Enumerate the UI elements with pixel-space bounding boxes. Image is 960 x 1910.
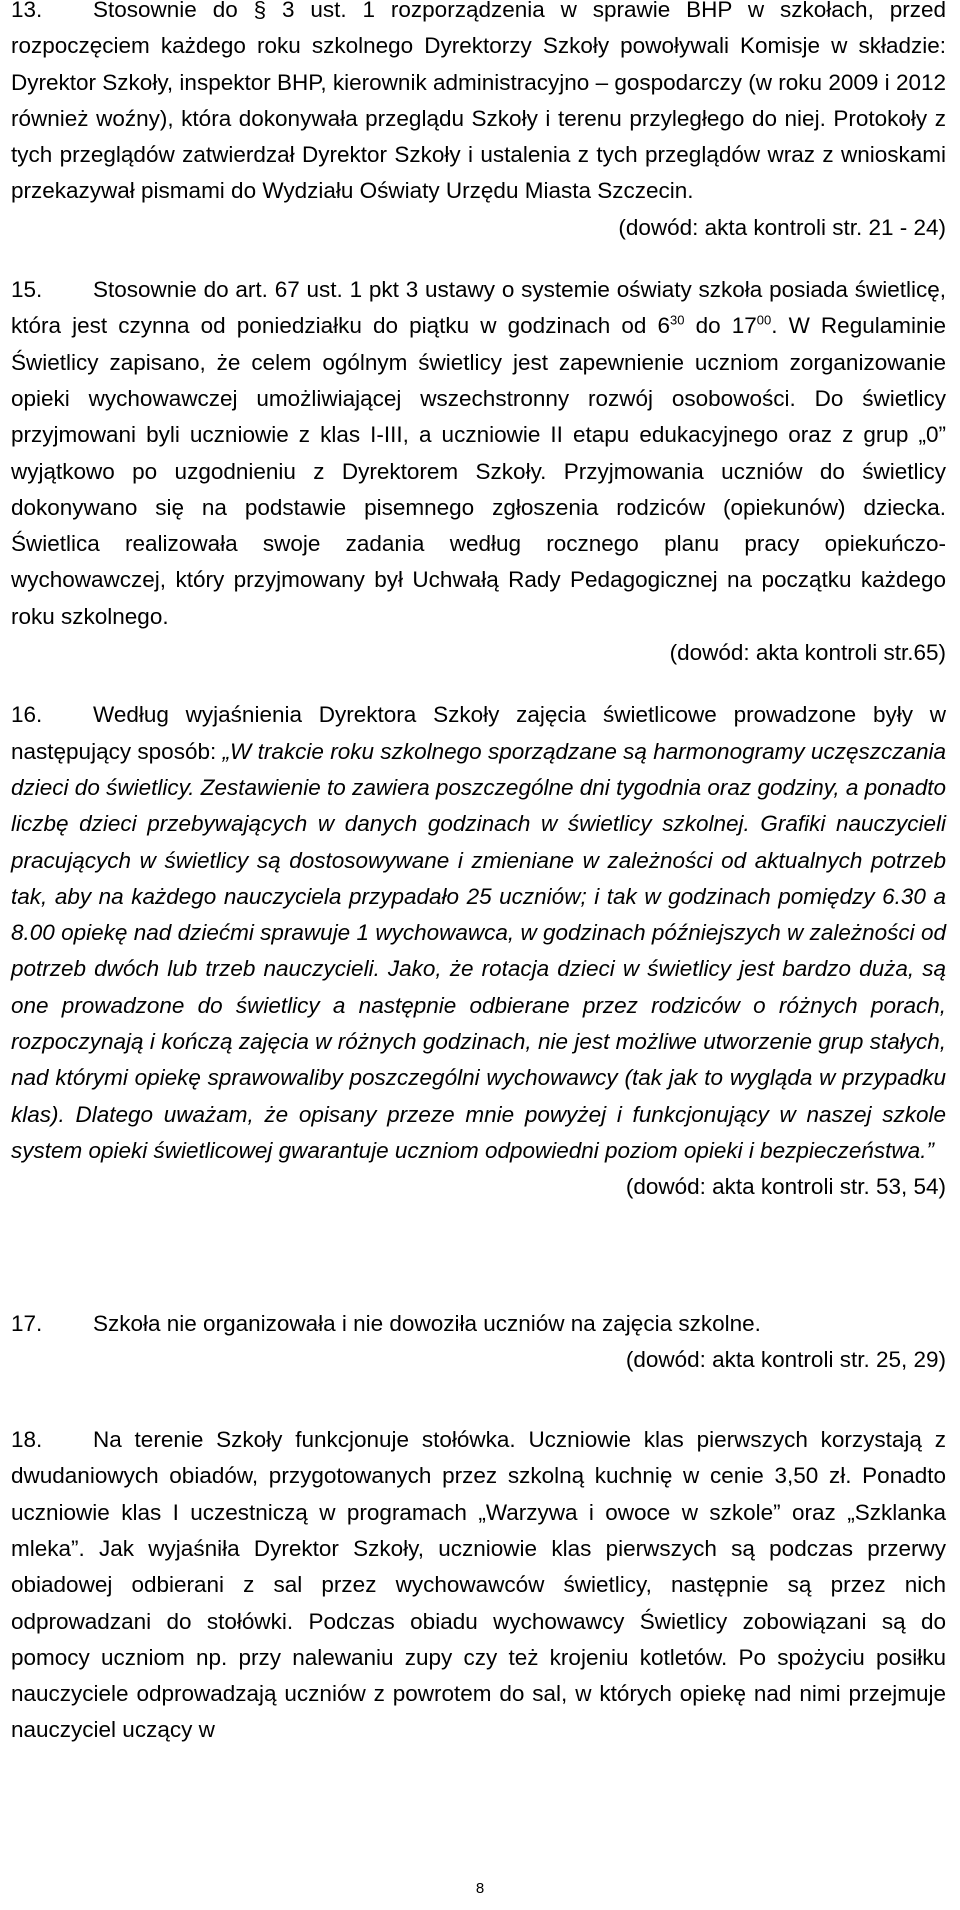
- evidence-reference: (dowód: akta kontroli str.65): [669, 640, 946, 666]
- paragraph-text-c: . W Regulaminie Świetlicy zapisano, że celem ogólnym świetlicy jest zapewnienie uczniom zorganizowanie opieki wychowawczej umożliwiającej wszechstronny rozwój osobowości. Do świetlicy przyjmowani byli uczniowie z klas I-III, a uczniowie II etapu edukacyjnego oraz z grup „0” wyjątkowo po uzgodnieniu z Dyrektorem Szkoły. Przyjmowania uczniów do świetlicy dokonywano się na podstawie pisemnego zgłoszenia rodziców (opiekunów) dziecka. Świetlica realizowała swoje zadania według rocznego planu pracy opiekuńczo-wychowawczej, który przyjmowany był Uchwałą Rady Pedagogicznej na początku każdego roku szkolnego.: [11, 313, 946, 629]
- paragraph-text-a: Stosownie do art. 67 ust. 1 pkt 3 ustawy o systemie oświaty szkoła posiada świetlicę, która jest czynna od poniedziałku do piątku w godzinach od 6: [11, 277, 946, 339]
- paragraph-number: 15.: [11, 277, 43, 303]
- paragraph-16: [11, 697, 946, 1169]
- paragraph-15: [11, 272, 946, 635]
- paragraph-number: 18.: [11, 1427, 43, 1453]
- paragraph-intro: Według wyjaśnienia Dyrektora Szkoły zajęcia świetlicowe prowadzone były w następujący sposób:: [11, 702, 946, 764]
- paragraph-number: 13.: [11, 0, 43, 22]
- evidence-reference: (dowód: akta kontroli str. 25, 29): [625, 1346, 946, 1372]
- paragraph-13: [11, 0, 946, 210]
- paragraph-number: 17.: [11, 1310, 43, 1336]
- superscript-minutes: 00: [756, 312, 772, 328]
- superscript-minutes: 30: [670, 312, 685, 328]
- paragraph-text: Na terenie Szkoły funkcjonuje stołówka. Uczniowie klas pierwszych korzystają z dwudaniowych obiadów, przygotowanych przez szkolną kuchnię w cenie 3,50 zł. Ponadto uczniowie klas I uczestniczą w programach „Warzywa i owoce w szkole” oraz „Szklanka mleka”. Jak wyjaśniła Dyrektor Szkoły, uczniowie klas pierwszych są podczas przerwy obiadowej odbierani z sal przez wychowawców świetlicy, następnie są przez nich odprowadzani do stołówki. Podczas obiadu wychowawcy Świetlicy zobowiązani są do pomocy uczniom np. przy nalewaniu zupy czy też krojeniu kotletów. Po spożyciu posiłku nauczyciele odprowadzają uczniów z powrotem do sal, w których opiekę nad nimi przejmuje nauczyciel uczący w: [11, 1427, 946, 1743]
- paragraph-17: [11, 1306, 946, 1342]
- paragraph-number: 16.: [11, 702, 43, 728]
- page-number: 8: [475, 1880, 485, 1897]
- paragraph-text: Szkoła nie organizowała i nie dowoziła uczniów na zajęcia szkolne.: [93, 1310, 761, 1336]
- director-quote: „W trakcie roku szkolnego sporządzane są harmonogramy uczęszczania dzieci do świetlicy. Zestawienie to zawiera poszczególne dni tygodnia oraz godziny, a ponadto liczbę dzieci przebywających w danych godzinach w świetlicy szkolnej. Grafiki nauczycieli pracujących w świetlicy są dostosowywane i zmieniane w zależności od aktualnych potrzeb tak, aby na każdego nauczyciela przypadało 25 uczniów; i tak w godzinach pomiędzy 6.30 a 8.00 opiekę nad dziećmi sprawuje 1 wychowawca, w godzinach późniejszych w zależności od potrzeb dwóch lub trzeb nauczycieli. Jako, że rotacja dzieci w świetlicy jest bardzo duża, są one prowadzone do świetlicy a następnie odbierane przez rodziców o różnych porach, rozpoczynają i kończą zajęcia w różnych godzinach, nie jest możliwe utworzenie grup stałych, nad którymi opiekę sprawowaliby poszczególni wychowawcy (tak jak to wygląda w przypadku klas). Dlatego uważam, że opisany przeze mnie powyżej i funkcjonujący w naszej szkole system opieki świetlicowej gwarantuje uczniom odpowiedni poziom opieki i bezpieczeństwa.”: [11, 738, 946, 1163]
- paragraph-text-b: do 17: [684, 313, 757, 339]
- evidence-reference: (dowód: akta kontroli str. 21 - 24): [618, 214, 946, 240]
- paragraph-18: [11, 1422, 946, 1749]
- paragraph-text: Stosownie do § 3 ust. 1 rozporządzenia w sprawie BHP w szkołach, przed rozpoczęciem każdego roku szkolnego Dyrektorzy Szkoły powoływali Komisje w składzie: Dyrektor Szkoły, inspektor BHP, kierownik administracyjno – gospodarczy (w roku 2009 i 2012 również woźny), która dokonywała przeglądu Szkoły i terenu przyległego do niej. Protokoły z tych przeglądów zatwierdzał Dyrektor Szkoły i ustalenia z tych przeglądów wraz z wnioskami przekazywał pismami do Wydziału Oświaty Urzędu Miasta Szczecin.: [11, 0, 946, 204]
- evidence-reference: (dowód: akta kontroli str. 53, 54): [625, 1174, 946, 1200]
